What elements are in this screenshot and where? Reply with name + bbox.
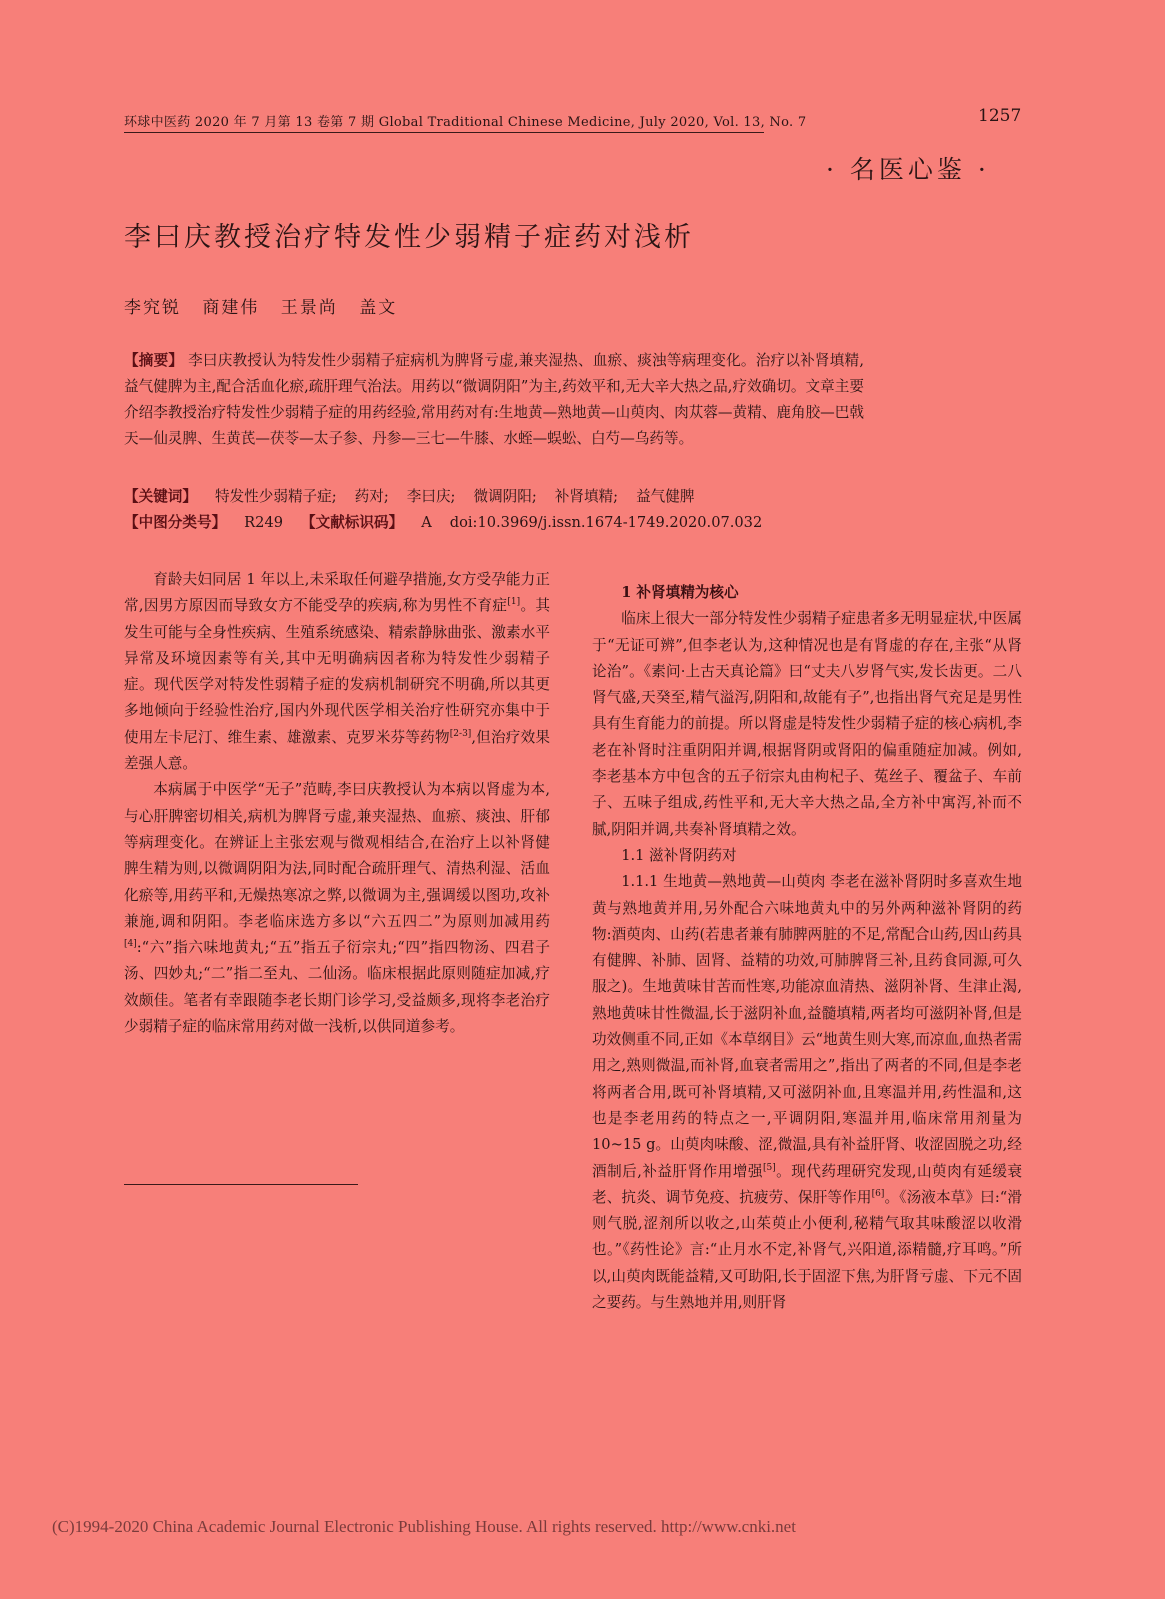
text-run: ,但治疗效果差强人意。 <box>124 728 550 773</box>
keywords-label: 【关键词】 <box>124 488 197 505</box>
text-run: 。其发生可能与全身性疾病、生殖系统感染、精索静脉曲张、激素水平异常及环境因素等有关,其中无明确病因者称为特发性少弱精子症。现代医学对特发性弱精子症的发病机制研究不明确,所以其更多地倾向于经验性治疗,国内外现代医学相关治疗性研究亦集中于使用左卡尼汀、维生素、雄激素、克罗米芬等药物 <box>124 597 550 746</box>
section-heading: 1 补肾填精为核心 <box>621 584 739 601</box>
right-column <box>592 580 1022 1316</box>
body-paragraph <box>592 869 1022 1316</box>
citation[interactable]: [5] <box>762 1162 776 1173</box>
body-paragraph <box>124 777 550 1040</box>
text-run: 本病属于中医学“无子”范畴,李曰庆教授认为本病以肾虚为本,与心肝脾密切相关,病机为脾肾亏虚,兼夹湿热、血瘀、痰浊、肝郁等病理变化。在辨证上主张宏观与微观相结合,在治疗上以补肾健脾生精为则,以微调阴阳为法,同时配合疏肝理气、清热利湿、活血化瘀等,用药平和,无燥热寒凉之弊,以微调为主,强调缓以图功,攻补兼施,调和阴阳。李老临床选方多以“六五四二”为原则加减用药 <box>124 781 550 930</box>
citation[interactable]: [6] <box>871 1188 885 1199</box>
body-paragraph: 临床上很大一部分特发性少弱精子症患者多无明显症状,中医属于“无证可辨”,但李老认为,这种情况也是有肾虚的存在,主张“从肾论治”。《素问·上古天真论篇》曰“丈夫八岁肾气实,发长齿更。二八肾气盛,天癸至,精气溢泻,阴阳和,故能有子”,也指出肾气充足是男性具有生育能力的前提。所以肾虚是特发性少弱精子症的核心病机,李老在补肾时注重阴阳并调,根据肾阴或肾阳的偏重随症加减。例如,李老基本方中包含的五子衍宗丸由枸杞子、菟丝子、覆盆子、车前子、五味子组成,药性平和,无大辛大热之品,全方补中寓泻,补而不腻,阴阳并调,共奏补肾填精之效。 <box>592 610 1022 838</box>
abstract-label: 【摘要】 <box>124 352 184 369</box>
article-authors: 李究锐 商建伟 王景尚 盖文 <box>124 298 398 318</box>
text-run: 。《汤液本草》曰:“滑则气脱,涩剂所以收之,山茱萸止小便利,秘精气取其味酸涩以收滑也。”《药性论》言:“止月水不定,补肾气,兴阳道,添精髓,疗耳鸣。”所以,山萸肉既能益精,又可助阳,长于固涩下焦,为肝肾亏虚、下元不固之要药。与生熟地并用,则肝肾 <box>592 1188 1022 1312</box>
header-rule <box>124 132 764 133</box>
journal-header: 环球中医药 2020 年 7 月第 13 卷第 7 期 Global Traditional Chinese Medicine, July 2020, Vol. 13, No. 7 <box>124 115 807 130</box>
doi: doi:10.3969/j.issn.1674-1749.2020.07.032 <box>449 514 763 531</box>
subsubsection-heading: 1.1.1 生地黄—熟地黄—山萸肉 <box>621 873 826 891</box>
footnote-rule <box>124 1184 358 1185</box>
section-tag: · 名医心鉴 · <box>826 155 990 184</box>
doc-code-label: 【文献标识码】 <box>301 514 404 531</box>
doc-code-value: A <box>421 514 432 531</box>
text-run: :“六”指六味地黄丸;“五”指五子衍宗丸;“四”指四物汤、四君子汤、四妙丸;“二”指二至丸、二仙汤。临床根据此原则随症加减,疗效颇佳。笔者有幸跟随李老长期门诊学习,受益颇多,现将李老治疗少弱精子症的临床常用药对做一浅析,以供同道参考。 <box>124 939 550 1036</box>
clc-label: 【中图分类号】 <box>124 514 227 531</box>
page-number: 1257 <box>978 106 1022 126</box>
keyword: 特发性少弱精子症; <box>214 488 337 505</box>
keywords <box>124 484 884 510</box>
text-run: 育龄夫妇同居 1 年以上,未采取任何避孕措施,女方受孕能力正常,因男方原因而导致女方不能受孕的疾病,称为男性不育症 <box>124 571 550 615</box>
left-column <box>124 567 550 1040</box>
keyword: 李曰庆; <box>406 488 456 505</box>
copyright-footer: (C)1994-2020 China Academic Journal Electronic Publishing House. All rights reserved. http://www.cnki.net <box>52 1517 796 1536</box>
article-title: 李曰庆教授治疗特发性少弱精子症药对浅析 <box>124 222 694 253</box>
citation[interactable]: [2-3] <box>449 728 472 739</box>
abstract-text: 李曰庆教授认为特发性少弱精子症病机为脾肾亏虚,兼夹湿热、血瘀、痰浊等病理变化。治疗以补肾填精,益气健脾为主,配合活血化瘀,疏肝理气治法。用药以“微调阴阳”为主,药效平和,无大辛大热之品,疗效确切。文章主要介绍李教授治疗特发性少弱精子症的用药经验,常用药对有:生地黄—熟地黄—山萸肉、肉苁蓉—黄精、鹿角胶—巴戟天—仙灵脾、生黄芪—茯苓—太子参、丹参—三七—牛膝、水蛭—蜈蚣、白芍—乌药等。 <box>124 352 864 447</box>
keyword: 益气健脾 <box>636 488 695 505</box>
subsection-heading: 1.1 滋补肾阴药对 <box>621 846 737 864</box>
keyword: 药对; <box>354 488 389 505</box>
classification <box>124 510 884 536</box>
citation[interactable]: [1] <box>507 597 521 608</box>
keyword: 微调阴阳; <box>473 488 537 505</box>
body-paragraph <box>124 567 550 777</box>
keyword: 补肾填精; <box>554 488 619 505</box>
citation[interactable]: [4] <box>124 939 137 950</box>
abstract <box>124 348 864 452</box>
text-run: 。现代药理研究发现,山萸肉有延缓衰老、抗炎、调节免疫、抗疲劳、保肝等作用 <box>592 1162 1023 1206</box>
clc-value: R249 <box>244 514 284 531</box>
text-run: 李老在滋补肾阴时多喜欢生地黄与熟地黄并用,另外配合六味地黄丸中的另外两种滋补肾阴的药物:酒萸肉、山药(若患者兼有肺脾两脏的不足,常配合山药,因山药具有健脾、补肺、固肾、益精的功效,可肺脾肾三补,且药食同源,可久服之)。生地黄味甘苦而性寒,功能凉血清热、滋阴补肾、生津止渴,熟地黄味甘性微温,长于滋阴补血,益髓填精,两者均可滋阴补肾,但是功效侧重不同,正如《本草纲目》云“地黄生则大寒,而凉血,血热者需用之,熟则微温,而补肾,血衰者需用之”,指出了两者的不同,但是李老将两者合用,既可补肾填精,又可滋阴补血,且寒温并用,药性温和,这也是李老用药的特点之一,平调阴阳,寒温并用,临床常用剂量为 10~15 g。山萸肉味酸、涩,微温,具有补益肝肾、收涩固脱之功,经酒制后,补益肝肾作用增强 <box>592 873 1023 1180</box>
